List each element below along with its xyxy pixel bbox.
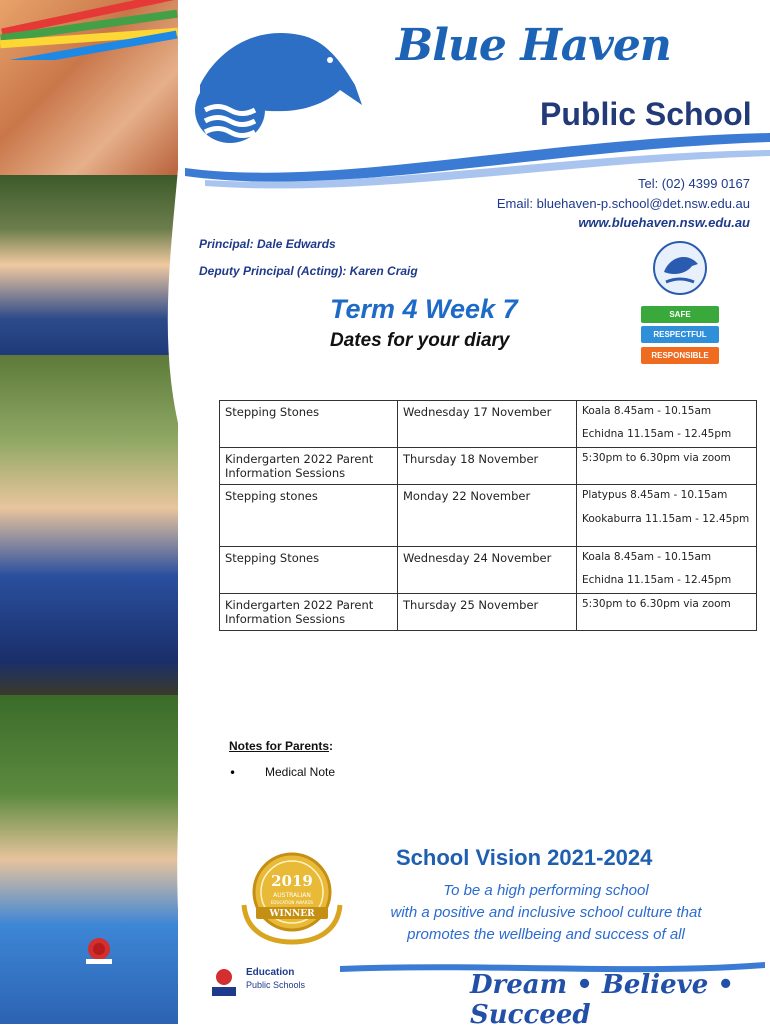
event-cell: Stepping Stones: [220, 401, 398, 448]
value-safe-badge: [641, 306, 719, 323]
award-year: 2019: [271, 872, 313, 890]
date-cell: Thursday 25 November: [398, 594, 577, 631]
time-slot: Echidna 11.15am - 12.45pm: [582, 574, 732, 586]
time-slot: Platypus 8.45am - 10.15am: [582, 489, 728, 501]
notes-heading: Notes for Parents:: [229, 739, 334, 753]
notes-item: Medical Note: [265, 765, 336, 779]
times-cell: [577, 401, 757, 448]
dates-table: [219, 400, 757, 631]
contact-email[interactable]: Email: bluehaven-p.school@det.nsw.edu.au: [496, 196, 750, 211]
date-cell: Wednesday 24 November: [398, 547, 577, 594]
value-label: RESPECTFUL: [653, 330, 707, 339]
table-row: [220, 401, 757, 448]
table-row: [220, 547, 757, 594]
time-slot: Echidna 11.15am - 12.45pm: [582, 428, 732, 440]
time-slot: Kookaburra 11.15am - 12.45pm: [582, 513, 750, 525]
event-cell: Kindergarten 2022 Parent Information Sessions: [220, 448, 398, 485]
vision-line: To be a high performing school: [443, 882, 649, 899]
event-cell: Kindergarten 2022 Parent Information Sessions: [220, 594, 398, 631]
value-label: SAFE: [669, 310, 691, 319]
value-responsible-badge: [641, 347, 719, 364]
date-cell: Wednesday 17 November: [398, 401, 577, 448]
table-row: [220, 485, 757, 547]
award-label: WINNER: [269, 909, 315, 919]
times-cell: [577, 448, 757, 485]
value-respectful-badge: [641, 326, 719, 343]
school-name: Blue Haven: [396, 20, 671, 71]
contact-website[interactable]: www.bluehaven.nsw.edu.au: [578, 215, 750, 230]
value-label: RESPONSIBLE: [651, 351, 709, 360]
award-medal: [236, 850, 348, 945]
bullet-icon: •: [229, 766, 237, 780]
time-slot: 5:30pm to 6.30pm via zoom: [582, 598, 731, 610]
nsw-education-logo: [210, 965, 320, 1001]
times-cell: [577, 485, 757, 547]
principal-line: Principal: Dale Edwards: [199, 237, 336, 251]
time-slot: Koala 8.45am - 10.15am: [582, 405, 712, 417]
dept-line1: Education: [246, 967, 295, 978]
waratah-icon: [78, 935, 120, 965]
photo-strip: [0, 0, 200, 1024]
newsletter-subtitle: Dates for your diary: [330, 330, 510, 351]
notes-heading-text: Notes for Parents: [229, 739, 330, 753]
table-row: [220, 594, 757, 631]
award-line1: AUSTRALIAN: [273, 892, 311, 899]
school-motto: Dream • Believe • Succeed: [470, 970, 734, 1030]
dolphin-badge-icon: [652, 240, 708, 296]
waratah-small-icon: [210, 965, 246, 1001]
date-cell: Thursday 18 November: [398, 448, 577, 485]
contact-tel: Tel: (02) 4399 0167: [637, 176, 750, 191]
time-slot: 5:30pm to 6.30pm via zoom: [582, 452, 731, 464]
vision-line: promotes the wellbeing and success of all: [407, 926, 685, 943]
date-cell: Monday 22 November: [398, 485, 577, 547]
award-line2: EDUCATION AWARDS: [270, 900, 314, 905]
newsletter-title: Term 4 Week 7: [330, 294, 518, 324]
event-cell: Stepping stones: [220, 485, 398, 547]
table-row: [220, 448, 757, 485]
dept-line2: Public Schools: [246, 980, 306, 990]
vision-line: with a positive and inclusive school culture that: [390, 904, 702, 921]
times-cell: [577, 594, 757, 631]
vision-heading: School Vision 2021-2024: [396, 845, 653, 870]
school-subtitle: Public School: [540, 96, 752, 132]
event-cell: Stepping Stones: [220, 547, 398, 594]
times-cell: [577, 547, 757, 594]
time-slot: Koala 8.45am - 10.15am: [582, 551, 712, 563]
deputy-principal-line: Deputy Principal (Acting): Karen Craig: [199, 264, 418, 278]
